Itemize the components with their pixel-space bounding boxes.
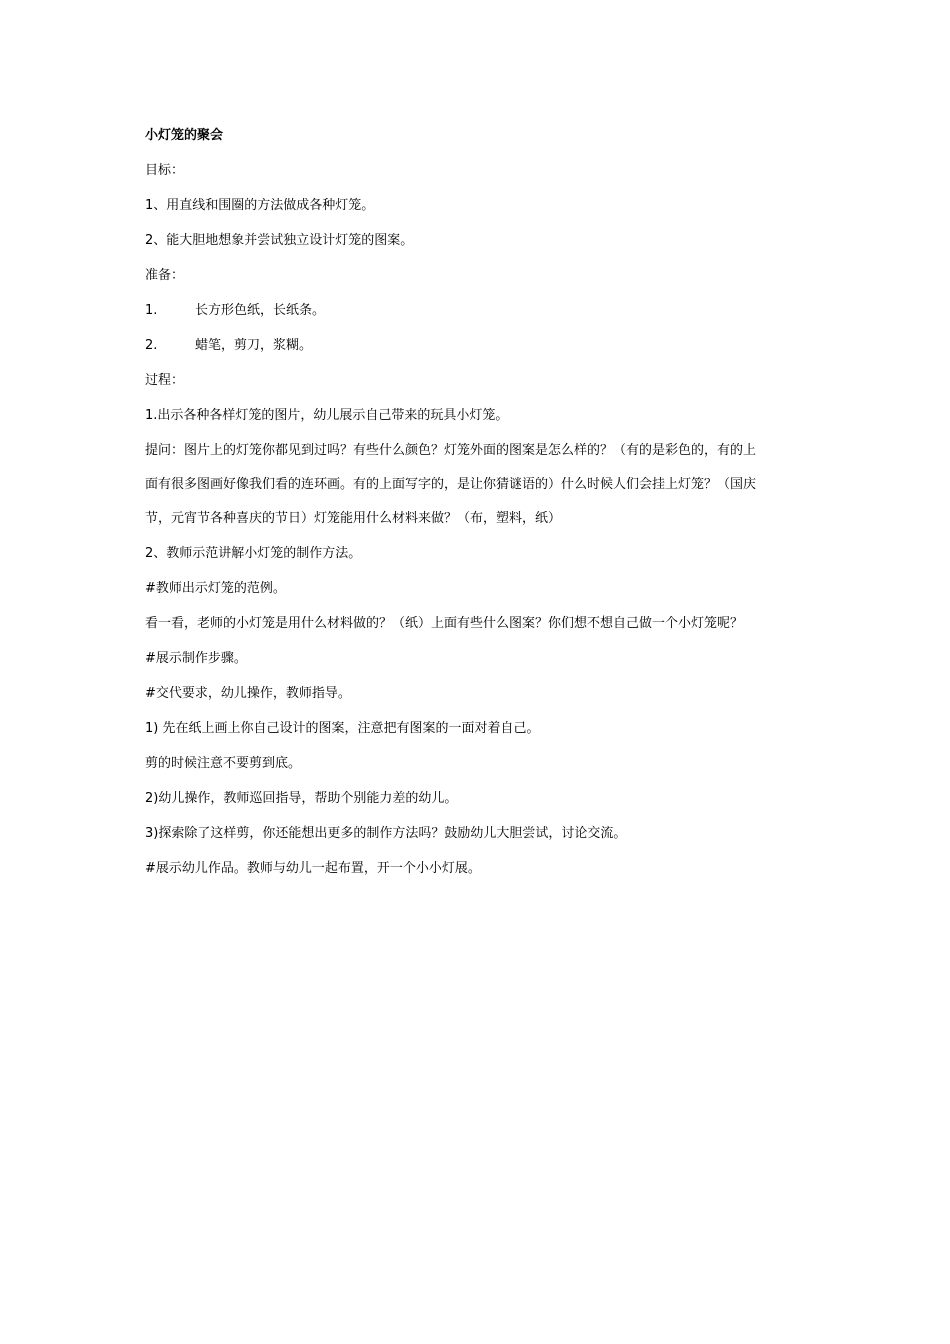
question-line: 节，元宵节各种喜庆的节日）灯笼能用什么材料来做？（布，塑料，纸） xyxy=(145,511,562,526)
document-title: 小灯笼的聚会 xyxy=(145,128,224,143)
exhibit: #展示幼儿作品。教师与幼儿一起布置，开一个小小灯展。 xyxy=(145,861,481,876)
prep-item-number: 1. xyxy=(145,303,158,318)
document-body xyxy=(145,126,825,894)
sub-step-1: 1) 先在纸上画上你自己设计的图案，注意把有图案的一面对着自己。 xyxy=(145,721,540,736)
question-line: 面有很多图画好像我们看的连环画。有的上面写字的，是让你猜谜语的）什么时候人们会挂上灯笼？（国庆 xyxy=(145,477,757,492)
show-steps: #展示制作步骤。 xyxy=(145,651,247,666)
prep-item xyxy=(145,336,825,356)
sub-step-1-note: 剪的时候注意不要剪到底。 xyxy=(145,756,302,771)
prep-item-text: 长方形色纸，长纸条。 xyxy=(195,303,326,318)
question-paragraph xyxy=(145,434,825,536)
goal-item: 2、能大胆地想象并尝试独立设计灯笼的图案。 xyxy=(145,233,414,248)
prep-item-text: 蜡笔，剪刀，浆糊。 xyxy=(195,338,313,353)
goal-heading: 目标： xyxy=(145,163,185,178)
process-step-1: 1.出示各种各样灯笼的图片，幼儿展示自己带来的玩具小灯笼。 xyxy=(145,408,509,423)
look-question: 看一看，老师的小灯笼是用什么材料做的？（纸）上面有些什么图案？你们想不想自己做一个小灯笼呢？ xyxy=(145,616,744,631)
goal-item: 1、用直线和围圈的方法做成各种灯笼。 xyxy=(145,198,375,213)
requirements: #交代要求，幼儿操作，教师指导。 xyxy=(145,686,351,701)
process-step-2: 2、教师示范讲解小灯笼的制作方法。 xyxy=(145,546,362,561)
show-example: #教师出示灯笼的范例。 xyxy=(145,581,286,596)
process-heading: 过程： xyxy=(145,373,185,388)
prep-heading: 准备： xyxy=(145,268,185,283)
sub-step-2: 2)幼儿操作，教师巡回指导，帮助个别能力差的幼儿。 xyxy=(145,791,458,806)
prep-item xyxy=(145,301,825,321)
sub-step-3: 3)探索除了这样剪，你还能想出更多的制作方法吗？鼓励幼儿大胆尝试，讨论交流。 xyxy=(145,826,627,841)
prep-item-number: 2. xyxy=(145,338,158,353)
question-line: 提问：图片上的灯笼你都见到过吗？有些什么颜色？灯笼外面的图案是怎么样的？（有的是彩色的，有的上 xyxy=(145,443,757,458)
